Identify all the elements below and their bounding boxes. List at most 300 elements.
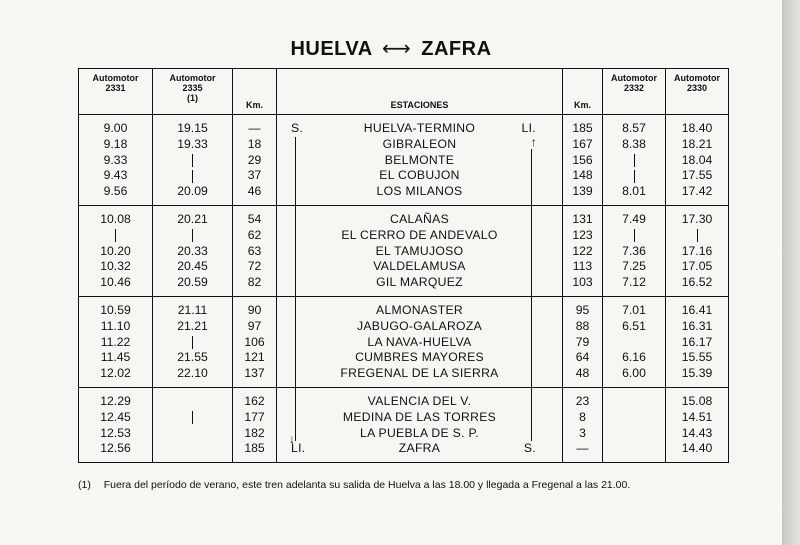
footnote-marker: (1) bbox=[78, 479, 91, 491]
cell-km bbox=[233, 426, 277, 442]
arrow-up-icon: ↑ bbox=[530, 134, 537, 149]
cell-km-value: 18 bbox=[247, 136, 262, 151]
cell-train-2331 bbox=[79, 366, 153, 387]
cell-train-2335 bbox=[153, 426, 233, 442]
cell-train-2335-value: 21.21 bbox=[177, 318, 208, 333]
cell-train-2331 bbox=[79, 115, 153, 137]
title-origin: HUELVA bbox=[290, 38, 372, 60]
cell-train-2330-value: 16.41 bbox=[681, 302, 713, 317]
footnote bbox=[78, 479, 630, 491]
cell-train-2330-value: 14.40 bbox=[681, 441, 713, 456]
direction-line-up bbox=[531, 184, 532, 205]
station-name: EL TAMUJOSO bbox=[375, 243, 464, 258]
direction-line-up bbox=[531, 366, 532, 387]
direction-line-up bbox=[531, 388, 532, 410]
cell-km-return-value: 103 bbox=[572, 275, 593, 290]
cell-km-return-value: 88 bbox=[575, 318, 590, 333]
direction-line-up bbox=[531, 168, 532, 184]
cell-km bbox=[233, 137, 277, 153]
cell-train-2332 bbox=[603, 205, 666, 227]
title-destination: ZAFRA bbox=[421, 38, 492, 60]
cell-km-return bbox=[563, 319, 603, 335]
cell-km bbox=[233, 366, 277, 387]
cell-km-value: 29 bbox=[247, 152, 262, 167]
no-stop-bar bbox=[192, 336, 193, 349]
table-row bbox=[79, 184, 729, 205]
cell-train-2335-value: 20.45 bbox=[177, 259, 208, 274]
cell-km-return bbox=[563, 366, 603, 387]
cell-km-return bbox=[563, 410, 603, 426]
no-stop-bar bbox=[192, 229, 193, 242]
cell-train-2335 bbox=[153, 319, 233, 335]
no-stop-bar bbox=[192, 411, 193, 424]
cell-train-2335 bbox=[153, 168, 233, 184]
direction-line-up bbox=[531, 275, 532, 296]
station-name: FREGENAL DE LA SIERRA bbox=[340, 366, 499, 381]
cell-train-2332 bbox=[603, 366, 666, 387]
cell-km-return-value: 64 bbox=[575, 350, 590, 365]
cell-train-2335 bbox=[153, 115, 233, 137]
cell-train-2331-value: 10.08 bbox=[100, 211, 131, 226]
cell-km-return-value: 122 bbox=[572, 243, 593, 258]
cell-train-2335-value: 19.15 bbox=[177, 121, 208, 135]
cell-km-return bbox=[563, 387, 603, 409]
cell-km-return-value: — bbox=[576, 441, 589, 456]
timetable-body bbox=[79, 115, 729, 463]
header-km: Km. bbox=[233, 69, 277, 115]
cell-km-value: 90 bbox=[247, 302, 262, 317]
direction-line-down bbox=[295, 388, 296, 410]
no-stop-bar bbox=[634, 170, 635, 183]
cell-train-2335 bbox=[153, 366, 233, 387]
footnote-text: Fuera del período de verano, este tren adelanta su salida de Huelva a las 18.00 y llegada a Fregenal a las 21.00. bbox=[103, 479, 631, 491]
cell-km-return-value: 3 bbox=[579, 425, 586, 440]
cell-train-2335 bbox=[153, 335, 233, 351]
cell-station bbox=[277, 275, 563, 296]
cell-km-value: 37 bbox=[247, 168, 262, 183]
cell-station bbox=[277, 184, 563, 205]
station-name: VALENCIA DEL V. bbox=[367, 393, 472, 408]
route-title bbox=[0, 36, 782, 61]
cell-train-2331-value: 12.53 bbox=[100, 425, 131, 440]
cell-km-value: 46 bbox=[247, 184, 262, 199]
station-name: JABUGO-GALAROZA bbox=[356, 318, 483, 333]
cell-train-2331 bbox=[79, 441, 153, 462]
cell-train-2331-value: 12.29 bbox=[100, 393, 131, 408]
cell-km-return bbox=[563, 350, 603, 366]
cell-km bbox=[233, 259, 277, 275]
header-train-2335: Automotor 2335 (1) bbox=[153, 69, 233, 115]
direction-line-up bbox=[531, 350, 532, 366]
cell-km bbox=[233, 228, 277, 244]
cell-train-2331 bbox=[79, 228, 153, 244]
cell-train-2331 bbox=[79, 350, 153, 366]
direction-right-marker: S. bbox=[523, 441, 536, 456]
station-name: ALMONASTER bbox=[376, 302, 463, 317]
cell-train-2330 bbox=[666, 387, 729, 409]
cell-train-2331-value: 9.18 bbox=[103, 136, 128, 151]
cell-train-2332 bbox=[603, 296, 666, 318]
direction-line-up bbox=[531, 426, 532, 442]
cell-km-return-value: 23 bbox=[575, 393, 590, 408]
table-row bbox=[79, 319, 729, 335]
cell-train-2335-value: 19.33 bbox=[177, 136, 208, 151]
header-stations: ESTACIONES bbox=[277, 69, 563, 115]
cell-train-2335-value: 21.55 bbox=[177, 350, 208, 365]
cell-train-2330 bbox=[666, 244, 729, 260]
cell-km bbox=[233, 335, 277, 351]
cell-km bbox=[233, 296, 277, 318]
cell-train-2330 bbox=[666, 228, 729, 244]
station-name: MEDINA DE LAS TORRES bbox=[342, 409, 497, 424]
cell-train-2330-value: 17.05 bbox=[681, 259, 713, 274]
cell-km-value: 63 bbox=[247, 243, 262, 258]
cell-km-return-value: 95 bbox=[575, 302, 590, 317]
cell-train-2332 bbox=[603, 228, 666, 244]
cell-train-2330 bbox=[666, 410, 729, 426]
cell-train-2330 bbox=[666, 319, 729, 335]
cell-km-value: 185 bbox=[244, 441, 265, 456]
cell-km-return-value: 148 bbox=[572, 168, 593, 183]
cell-train-2331-value: 9.43 bbox=[103, 168, 128, 183]
cell-km-return-value: 131 bbox=[572, 211, 593, 226]
cell-train-2332 bbox=[603, 441, 666, 462]
cell-km-return bbox=[563, 115, 603, 137]
cell-train-2332 bbox=[603, 319, 666, 335]
cell-station bbox=[277, 153, 563, 169]
cell-train-2335 bbox=[153, 153, 233, 169]
cell-train-2330 bbox=[666, 441, 729, 462]
table-row bbox=[79, 115, 729, 137]
station-name: GIL MARQUEZ bbox=[376, 275, 463, 290]
direction-line-down bbox=[295, 206, 296, 228]
cell-train-2330-value: 17.42 bbox=[681, 184, 713, 199]
double-arrow-icon: ⟷ bbox=[382, 38, 412, 60]
cell-station bbox=[277, 335, 563, 351]
cell-km-value: 82 bbox=[247, 275, 262, 290]
cell-station bbox=[277, 350, 563, 366]
cell-km-return bbox=[563, 184, 603, 205]
cell-km-return-value: 79 bbox=[575, 334, 590, 349]
cell-train-2330-value: 16.52 bbox=[681, 275, 713, 290]
cell-train-2330 bbox=[666, 153, 729, 169]
direction-line-down bbox=[295, 275, 296, 296]
cell-train-2331-value: 12.56 bbox=[100, 441, 131, 456]
cell-station bbox=[277, 296, 563, 318]
direction-line-down bbox=[295, 297, 296, 319]
cell-train-2332 bbox=[603, 410, 666, 426]
table-row bbox=[79, 441, 729, 462]
cell-train-2330 bbox=[666, 184, 729, 205]
table-row bbox=[79, 296, 729, 318]
header-train-2332: Automotor 2332 bbox=[603, 69, 666, 115]
cell-station bbox=[277, 259, 563, 275]
cell-train-2330-value: 16.31 bbox=[681, 318, 713, 333]
cell-train-2331 bbox=[79, 137, 153, 153]
cell-train-2331 bbox=[79, 205, 153, 227]
cell-train-2331-value: 10.20 bbox=[100, 243, 131, 258]
cell-train-2330 bbox=[666, 137, 729, 153]
cell-train-2335 bbox=[153, 296, 233, 318]
cell-train-2330 bbox=[666, 426, 729, 442]
cell-km-value: 72 bbox=[247, 259, 262, 274]
cell-train-2331-value: 10.32 bbox=[100, 259, 131, 274]
table-row bbox=[79, 168, 729, 184]
cell-train-2331 bbox=[79, 259, 153, 275]
cell-km-return-value: 123 bbox=[572, 227, 593, 242]
cell-train-2331 bbox=[79, 244, 153, 260]
cell-station bbox=[277, 426, 563, 442]
station-name: GIBRALEON bbox=[382, 136, 457, 151]
cell-station bbox=[277, 115, 563, 137]
cell-train-2331 bbox=[79, 410, 153, 426]
cell-km bbox=[233, 168, 277, 184]
table-row bbox=[79, 205, 729, 227]
direction-line-up bbox=[531, 410, 532, 426]
cell-train-2331 bbox=[79, 184, 153, 205]
cell-km-return bbox=[563, 137, 603, 153]
cell-km-return bbox=[563, 296, 603, 318]
cell-train-2335 bbox=[153, 410, 233, 426]
cell-train-2335-value: 20.59 bbox=[177, 275, 208, 290]
cell-train-2335-value: 20.09 bbox=[177, 184, 208, 199]
direction-line-up bbox=[531, 153, 532, 169]
direction-line-down bbox=[295, 410, 296, 426]
cell-train-2332-value: 7.49 bbox=[622, 211, 646, 226]
direction-line-up bbox=[531, 228, 532, 244]
no-stop-bar bbox=[192, 170, 193, 183]
cell-train-2331-value: 11.10 bbox=[100, 318, 131, 333]
cell-train-2331-value: 11.45 bbox=[100, 350, 131, 365]
no-stop-bar bbox=[634, 154, 635, 167]
cell-train-2335 bbox=[153, 137, 233, 153]
cell-train-2330-value: 15.55 bbox=[681, 350, 713, 365]
station-name: CALAÑAS bbox=[390, 211, 449, 226]
cell-train-2331-value: 12.45 bbox=[100, 409, 131, 424]
cell-train-2330 bbox=[666, 115, 729, 137]
station-name: ZAFRA bbox=[398, 441, 441, 456]
cell-train-2335-value: 20.21 bbox=[177, 211, 208, 226]
header-train-2330: Automotor 2330 bbox=[666, 69, 729, 115]
cell-km-return bbox=[563, 335, 603, 351]
table-row bbox=[79, 387, 729, 409]
direction-right-marker: LI. bbox=[521, 121, 536, 135]
direction-line-down bbox=[295, 319, 296, 335]
cell-km bbox=[233, 184, 277, 205]
cell-station bbox=[277, 244, 563, 260]
direction-line-down bbox=[295, 259, 296, 275]
cell-train-2331-value: 10.59 bbox=[100, 302, 131, 317]
cell-train-2332 bbox=[603, 275, 666, 296]
cell-train-2332 bbox=[603, 137, 666, 153]
station-name: BELMONTE bbox=[384, 152, 455, 167]
cell-km-value: 177 bbox=[244, 409, 265, 424]
cell-km-return-value: 139 bbox=[572, 184, 593, 199]
station-name: EL COBUJON bbox=[379, 168, 460, 183]
cell-train-2332 bbox=[603, 350, 666, 366]
cell-km-return bbox=[563, 426, 603, 442]
table-row bbox=[79, 426, 729, 442]
cell-km-value: 121 bbox=[244, 350, 265, 365]
cell-train-2330-value: 15.39 bbox=[681, 366, 713, 381]
table-row bbox=[79, 350, 729, 366]
cell-km bbox=[233, 350, 277, 366]
direction-line-down bbox=[295, 168, 296, 184]
no-stop-bar bbox=[697, 229, 698, 242]
table-row bbox=[79, 335, 729, 351]
cell-station bbox=[277, 134, 563, 153]
table-row bbox=[79, 259, 729, 275]
cell-train-2332 bbox=[603, 259, 666, 275]
cell-train-2335-value: 20.33 bbox=[177, 243, 208, 258]
direction-line-down bbox=[295, 137, 296, 153]
cell-train-2335 bbox=[153, 387, 233, 409]
cell-km bbox=[233, 115, 277, 137]
cell-km-value: 97 bbox=[247, 318, 262, 333]
cell-km-return-value: 113 bbox=[572, 259, 593, 274]
cell-train-2332 bbox=[603, 168, 666, 184]
cell-train-2335 bbox=[153, 228, 233, 244]
header-train-2331: Automotor 2331 bbox=[79, 69, 153, 115]
cell-train-2330-value: 17.55 bbox=[681, 168, 713, 183]
direction-line-up bbox=[531, 335, 532, 351]
cell-km-value: 106 bbox=[244, 334, 265, 349]
cell-train-2331-value: 9.33 bbox=[103, 152, 128, 167]
cell-train-2332-value: 8.01 bbox=[622, 184, 646, 199]
cell-train-2330 bbox=[666, 296, 729, 318]
cell-train-2331-value: 12.02 bbox=[100, 366, 131, 381]
cell-km-return bbox=[563, 228, 603, 244]
cell-km-return bbox=[563, 205, 603, 227]
cell-km-value: 137 bbox=[244, 366, 265, 381]
direction-line-up bbox=[531, 319, 532, 335]
cell-train-2335-value: 21.11 bbox=[177, 302, 208, 317]
cell-train-2332 bbox=[603, 153, 666, 169]
cell-train-2330-value: 18.04 bbox=[681, 152, 713, 167]
cell-station bbox=[277, 366, 563, 387]
cell-km-value: 62 bbox=[247, 227, 262, 242]
cell-train-2331 bbox=[79, 387, 153, 409]
cell-km bbox=[233, 410, 277, 426]
cell-train-2330 bbox=[666, 350, 729, 366]
cell-train-2331-value: 10.46 bbox=[100, 275, 131, 290]
cell-station bbox=[277, 168, 563, 184]
direction-line-down bbox=[295, 335, 296, 351]
cell-train-2330-value: 15.08 bbox=[681, 393, 713, 408]
direction-left-marker: LI. bbox=[291, 441, 306, 456]
cell-train-2331 bbox=[79, 335, 153, 351]
cell-km-return-value: 48 bbox=[575, 366, 590, 381]
cell-km-value: 182 bbox=[244, 425, 265, 440]
cell-km-return bbox=[563, 275, 603, 296]
cell-station bbox=[277, 410, 563, 426]
station-name: HUELVA-TERMINO bbox=[363, 121, 476, 135]
cell-train-2335 bbox=[153, 350, 233, 366]
cell-train-2332 bbox=[603, 426, 666, 442]
cell-train-2330-value: 14.43 bbox=[681, 425, 713, 440]
cell-train-2330-value: 17.30 bbox=[681, 211, 713, 226]
station-name: LOS MILANOS bbox=[376, 184, 463, 199]
table-row bbox=[79, 275, 729, 296]
no-stop-bar bbox=[115, 229, 116, 242]
cell-train-2335 bbox=[153, 205, 233, 227]
cell-train-2331 bbox=[79, 319, 153, 335]
header-km-return: Km. bbox=[563, 69, 603, 115]
cell-km bbox=[233, 244, 277, 260]
cell-train-2332 bbox=[603, 387, 666, 409]
cell-train-2332 bbox=[603, 335, 666, 351]
direction-line-down bbox=[295, 366, 296, 387]
cell-km-value: 162 bbox=[244, 393, 265, 408]
cell-km bbox=[233, 205, 277, 227]
direction-left-marker: S. bbox=[291, 121, 304, 135]
table-row bbox=[79, 366, 729, 387]
cell-train-2335-value: 22.10 bbox=[177, 366, 208, 381]
cell-train-2331-value: 9.56 bbox=[103, 184, 128, 199]
table-row bbox=[79, 137, 729, 153]
cell-train-2332-value: 7.01 bbox=[622, 302, 646, 317]
cell-km bbox=[233, 153, 277, 169]
cell-train-2335 bbox=[153, 259, 233, 275]
cell-train-2332-value: 6.00 bbox=[622, 366, 646, 381]
cell-station bbox=[277, 228, 563, 244]
page-edge bbox=[782, 0, 800, 545]
cell-train-2330 bbox=[666, 366, 729, 387]
direction-line-down bbox=[295, 228, 296, 244]
cell-train-2332-value: 8.38 bbox=[622, 136, 646, 151]
cell-train-2331 bbox=[79, 168, 153, 184]
cell-km-return bbox=[563, 259, 603, 275]
cell-station bbox=[277, 205, 563, 227]
cell-train-2331-value: 11.22 bbox=[100, 334, 131, 349]
cell-train-2330-value: 14.51 bbox=[681, 409, 713, 424]
table-row bbox=[79, 228, 729, 244]
direction-line-down bbox=[295, 244, 296, 260]
cell-train-2332 bbox=[603, 115, 666, 137]
station-name: LA NAVA-HUELVA bbox=[367, 334, 472, 349]
cell-station bbox=[277, 387, 563, 409]
cell-train-2331 bbox=[79, 426, 153, 442]
cell-train-2330 bbox=[666, 168, 729, 184]
station-name: EL CERRO DE ANDEVALO bbox=[341, 227, 498, 242]
cell-train-2331 bbox=[79, 296, 153, 318]
cell-train-2332-value: 7.25 bbox=[622, 259, 646, 274]
direction-line-down bbox=[295, 350, 296, 366]
direction-line-down bbox=[295, 184, 296, 205]
cell-train-2331-value: 9.00 bbox=[103, 121, 128, 135]
cell-train-2335 bbox=[153, 441, 233, 462]
table-row bbox=[79, 244, 729, 260]
cell-train-2335 bbox=[153, 244, 233, 260]
cell-train-2330 bbox=[666, 259, 729, 275]
cell-train-2335 bbox=[153, 275, 233, 296]
cell-train-2330-value: 18.21 bbox=[681, 136, 713, 151]
cell-train-2330 bbox=[666, 205, 729, 227]
table-row bbox=[79, 410, 729, 426]
cell-train-2332-value: 6.51 bbox=[622, 318, 646, 333]
cell-train-2332-value: 6.16 bbox=[622, 350, 646, 365]
cell-km-return-value: 167 bbox=[572, 136, 593, 151]
cell-train-2330 bbox=[666, 275, 729, 296]
direction-line-down bbox=[295, 153, 296, 169]
cell-km-return bbox=[563, 441, 603, 462]
cell-train-2330-value: 18.40 bbox=[681, 121, 713, 135]
cell-train-2332-value: 7.36 bbox=[622, 243, 646, 258]
cell-train-2332-value: 8.57 bbox=[622, 121, 646, 135]
cell-km-return-value: 8 bbox=[579, 409, 586, 424]
cell-km-return bbox=[563, 153, 603, 169]
cell-train-2330-value: 17.16 bbox=[681, 243, 713, 258]
